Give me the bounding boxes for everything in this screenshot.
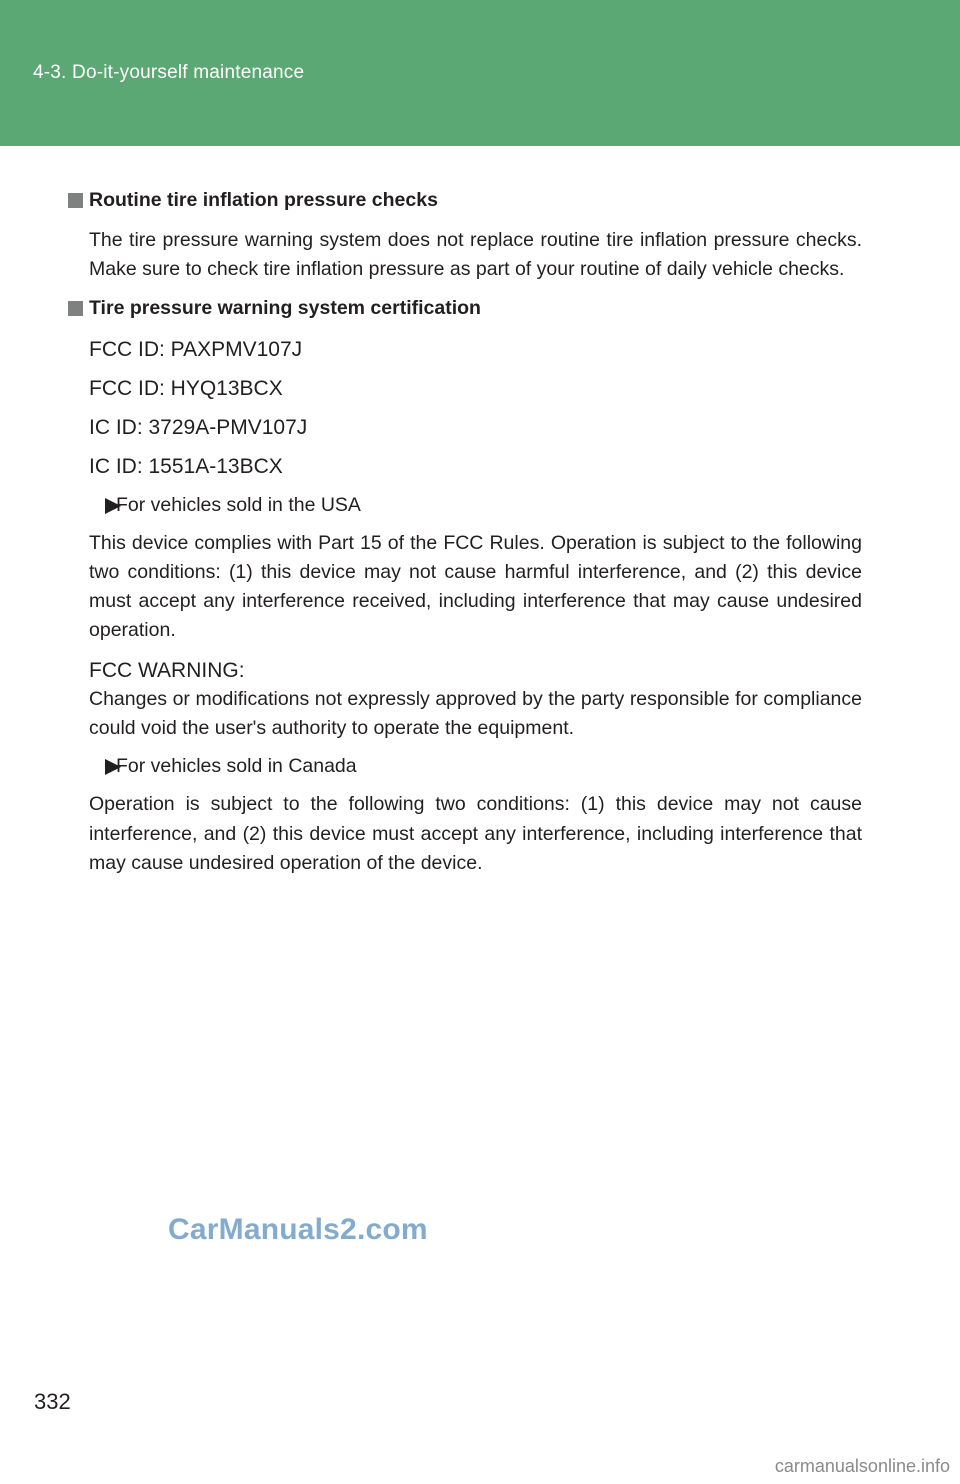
page-content <box>68 184 862 878</box>
canada-label: For vehicles sold in Canada <box>116 747 862 786</box>
footer-site-watermark: carmanualsonline.info <box>774 1456 950 1476</box>
watermark-logo: CarManuals2.com <box>168 1213 428 1246</box>
fcc-warning-label: FCC WARNING: <box>89 658 245 682</box>
canada-compliance-text: Operation is subject to the following two conditions: (1) this device may not cause interference, and (2) this device must accept any interference, including interference that may cause undesired operation of the device. <box>89 793 862 874</box>
section-header-bar <box>0 0 960 146</box>
cert-id-line: IC ID: 1551A-13BCX <box>89 454 283 478</box>
certification-ids <box>68 330 862 486</box>
section-title: 4-3. Do-it-yourself maintenance <box>33 62 305 83</box>
triangle-arrow-icon <box>105 498 121 514</box>
usa-label: For vehicles sold in the USA <box>116 486 862 525</box>
usa-compliance-text: This device complies with Part 15 of the FCC Rules. Operation is subject to the following two conditions: (1) this device may not cause harmful interference, and (2) this device must accept any interference received, including interference that may cause undesired operation. <box>89 531 862 642</box>
certification-heading: Tire pressure warning system certification <box>68 292 862 324</box>
cert-id-line: IC ID: 3729A-PMV107J <box>89 415 308 439</box>
triangle-arrow-icon <box>105 759 121 775</box>
routine-checks-text: The tire pressure warning system does not replace routine tire inflation pressure checks. Make sure to check tire inflation pressure as part of your routine of daily vehicle checks. <box>89 229 862 281</box>
fcc-warning-text: Changes or modifications not expressly approved by the party responsible for compliance could void the user's authority to operate the equipment. <box>89 687 862 740</box>
square-bullet-icon <box>68 301 83 316</box>
routine-checks-heading: Routine tire inflation pressure checks <box>68 184 862 216</box>
cert-id-line: FCC ID: HYQ13BCX <box>89 376 283 400</box>
page-number: 332 <box>34 1389 71 1414</box>
square-bullet-icon <box>68 193 83 208</box>
cert-id-line: FCC ID: PAXPMV107J <box>89 337 303 361</box>
